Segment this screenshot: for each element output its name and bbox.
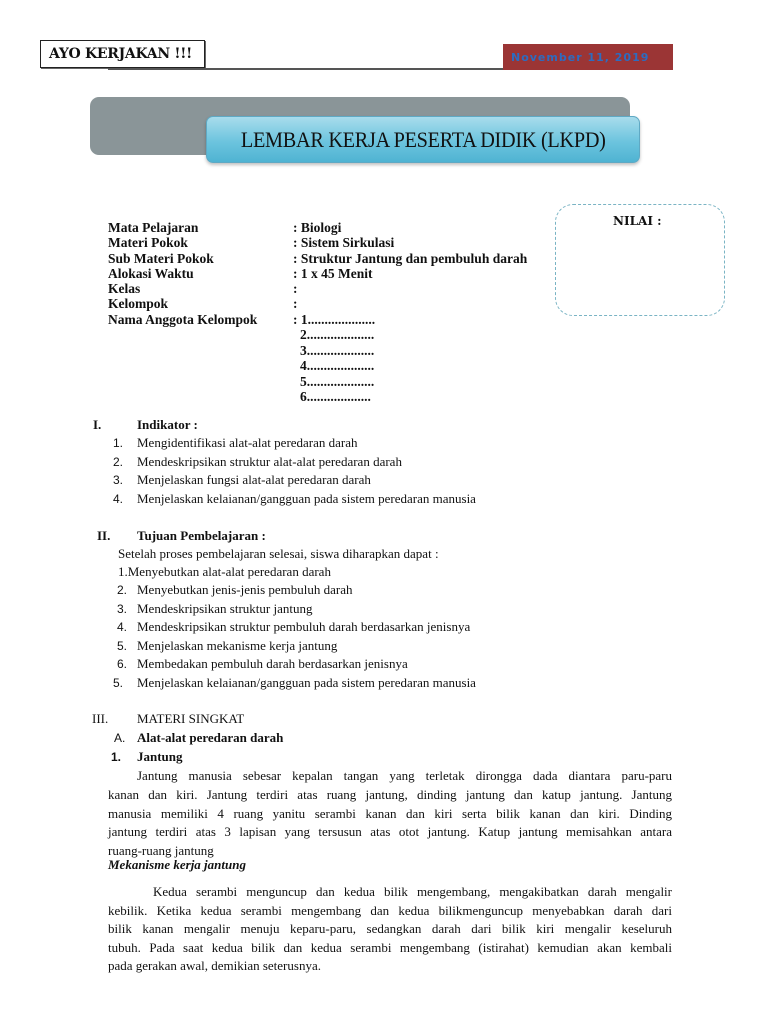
list-item: Mengidentifikasi alat-alat peredaran darah <box>137 435 358 450</box>
header-divider <box>108 68 506 70</box>
list-number: 3. <box>117 601 128 616</box>
title-banner <box>206 116 640 163</box>
paragraph-line: ruang-ruang jantung <box>108 843 214 859</box>
member-line: 6................... <box>300 389 371 405</box>
paragraph-line: Jantung manusia sebesar kepalan tangan yang terletak dirongga dada diantara paru-paru <box>137 768 672 783</box>
list-item: Membedakan pembuluh darah berdasarkan jenisnya <box>137 656 408 672</box>
list-number: 4. <box>117 620 128 635</box>
tujuan-intro: Setelah proses pembelajaran selesai, siswa diharapkan dapat : <box>118 546 439 561</box>
list-number: 3. <box>113 473 124 488</box>
section-title-tujuan: Tujuan Pembelajaran : <box>137 528 266 543</box>
list-item: Mendeskripsikan struktur jantung <box>137 600 313 616</box>
info-label: Kelompok <box>108 296 169 312</box>
list-number: 2. <box>113 454 124 469</box>
info-value: : <box>293 296 298 312</box>
info-value: : Struktur Jantung dan pembuluh darah <box>293 250 528 266</box>
list-item: 1.Menyebutkan alat-alat peredaran darah <box>118 564 331 579</box>
list-number: 2. <box>117 583 128 597</box>
list-item: Menjelaskan kelaianan/gangguan pada sistem peredaran manusia <box>137 490 476 506</box>
info-labels <box>108 220 257 327</box>
list-number: 4. <box>113 491 124 506</box>
list-number: 1. <box>113 436 124 450</box>
member-line: 2.................... <box>300 327 375 343</box>
paragraph-line: jantung terdiri atas 3 lapisan yang tersusun atas otot jantung. Katup jantung memisahkan antara <box>108 824 672 840</box>
info-value: : <box>293 281 298 297</box>
list-item: Menyebutkan jenis-jenis pembuluh darah <box>137 582 353 597</box>
info-value: : 1 x 45 Menit <box>293 265 373 281</box>
subheading-mekanisme: Mekanisme kerja jantung <box>108 857 246 872</box>
info-label: Mata Pelajaran <box>108 220 199 235</box>
info-value: : Biologi <box>293 220 342 235</box>
section-numeral: I. <box>93 417 102 432</box>
info-label: Sub Materi Pokok <box>108 250 214 266</box>
sub-letter: A. <box>114 731 126 745</box>
info-value: : Sistem Sirkulasi <box>293 235 395 251</box>
list-item: Menjelaskan mekanisme kerja jantung <box>137 637 338 653</box>
paragraph-line: Kedua serambi menguncup dan kedua bilik mengembang, mengakibatkan darah mengalir <box>153 884 672 899</box>
member-line: 4.................... <box>300 358 375 374</box>
paragraph-line: pada gerakan awal, demikian seterusnya. <box>108 958 321 974</box>
section-numeral: III. <box>92 711 109 726</box>
paragraph-line: tubuh. Pada saat kedua bilik dan kedua serambi mengembang (istirahat) kemudian akan kembali <box>108 939 672 955</box>
list-item: Mendeskripsikan struktur pembuluh darah berdasarkan jenisnya <box>137 619 471 635</box>
list-item: Menjelaskan kelaianan/gangguan pada sistem peredaran manusia <box>137 675 476 690</box>
paragraph-line: bilik kanan mengalir menuju keparu-paru, sedangkan darah dari bilik kiri mengalir keseluruh <box>108 921 672 937</box>
section-title-indikator: Indikator : <box>137 417 198 432</box>
section-numeral: II. <box>97 528 111 543</box>
list-number: 5. <box>117 638 128 653</box>
page-title: LEMBAR KERJA PESERTA DIDIK (LKPD) <box>240 127 606 152</box>
info-label: Kelas <box>108 281 141 297</box>
info-label: Materi Pokok <box>108 235 188 251</box>
ayo-kerjakan-badge: AYO KERJAKAN !!! <box>40 40 205 68</box>
member-line: 3.................... <box>300 342 375 358</box>
subheading-alat: Alat-alat peredaran darah <box>137 730 284 745</box>
paragraph-line: manusia memiliki 4 ruang yanitu serambi kanan dan kiri serta bilik kanan dan kiri. Dinding <box>108 805 672 821</box>
paragraph-line: kebilik. Ketika kedua serambi mengembang dan kedua bilikmenguncup menyebabkan darah dari <box>108 902 672 918</box>
paragraph-line: kanan dan kiri. Jantung terdiri atas ruang jantung, dinding jantung dan katup jantung. Jantung <box>108 786 672 802</box>
info-label: Nama Anggota Kelompok <box>108 311 258 327</box>
list-item: Mendeskripsikan struktur alat-alat peredaran darah <box>137 453 402 469</box>
info-value: : 1.................... <box>293 311 376 327</box>
list-number: 6. <box>117 657 128 672</box>
sub-number: 1. <box>111 750 122 764</box>
score-label: NILAI : <box>613 214 662 228</box>
subheading-jantung: Jantung <box>137 749 183 764</box>
date-banner: November 11, 2019 <box>503 44 673 70</box>
member-line: 5.................... <box>300 373 375 389</box>
info-label: Alokasi Waktu <box>108 265 194 281</box>
info-values <box>293 220 527 405</box>
section-title-materi: MATERI SINGKAT <box>137 711 245 726</box>
list-number: 5. <box>113 676 124 690</box>
list-item: Menjelaskan fungsi alat-alat peredaran darah <box>137 472 371 488</box>
